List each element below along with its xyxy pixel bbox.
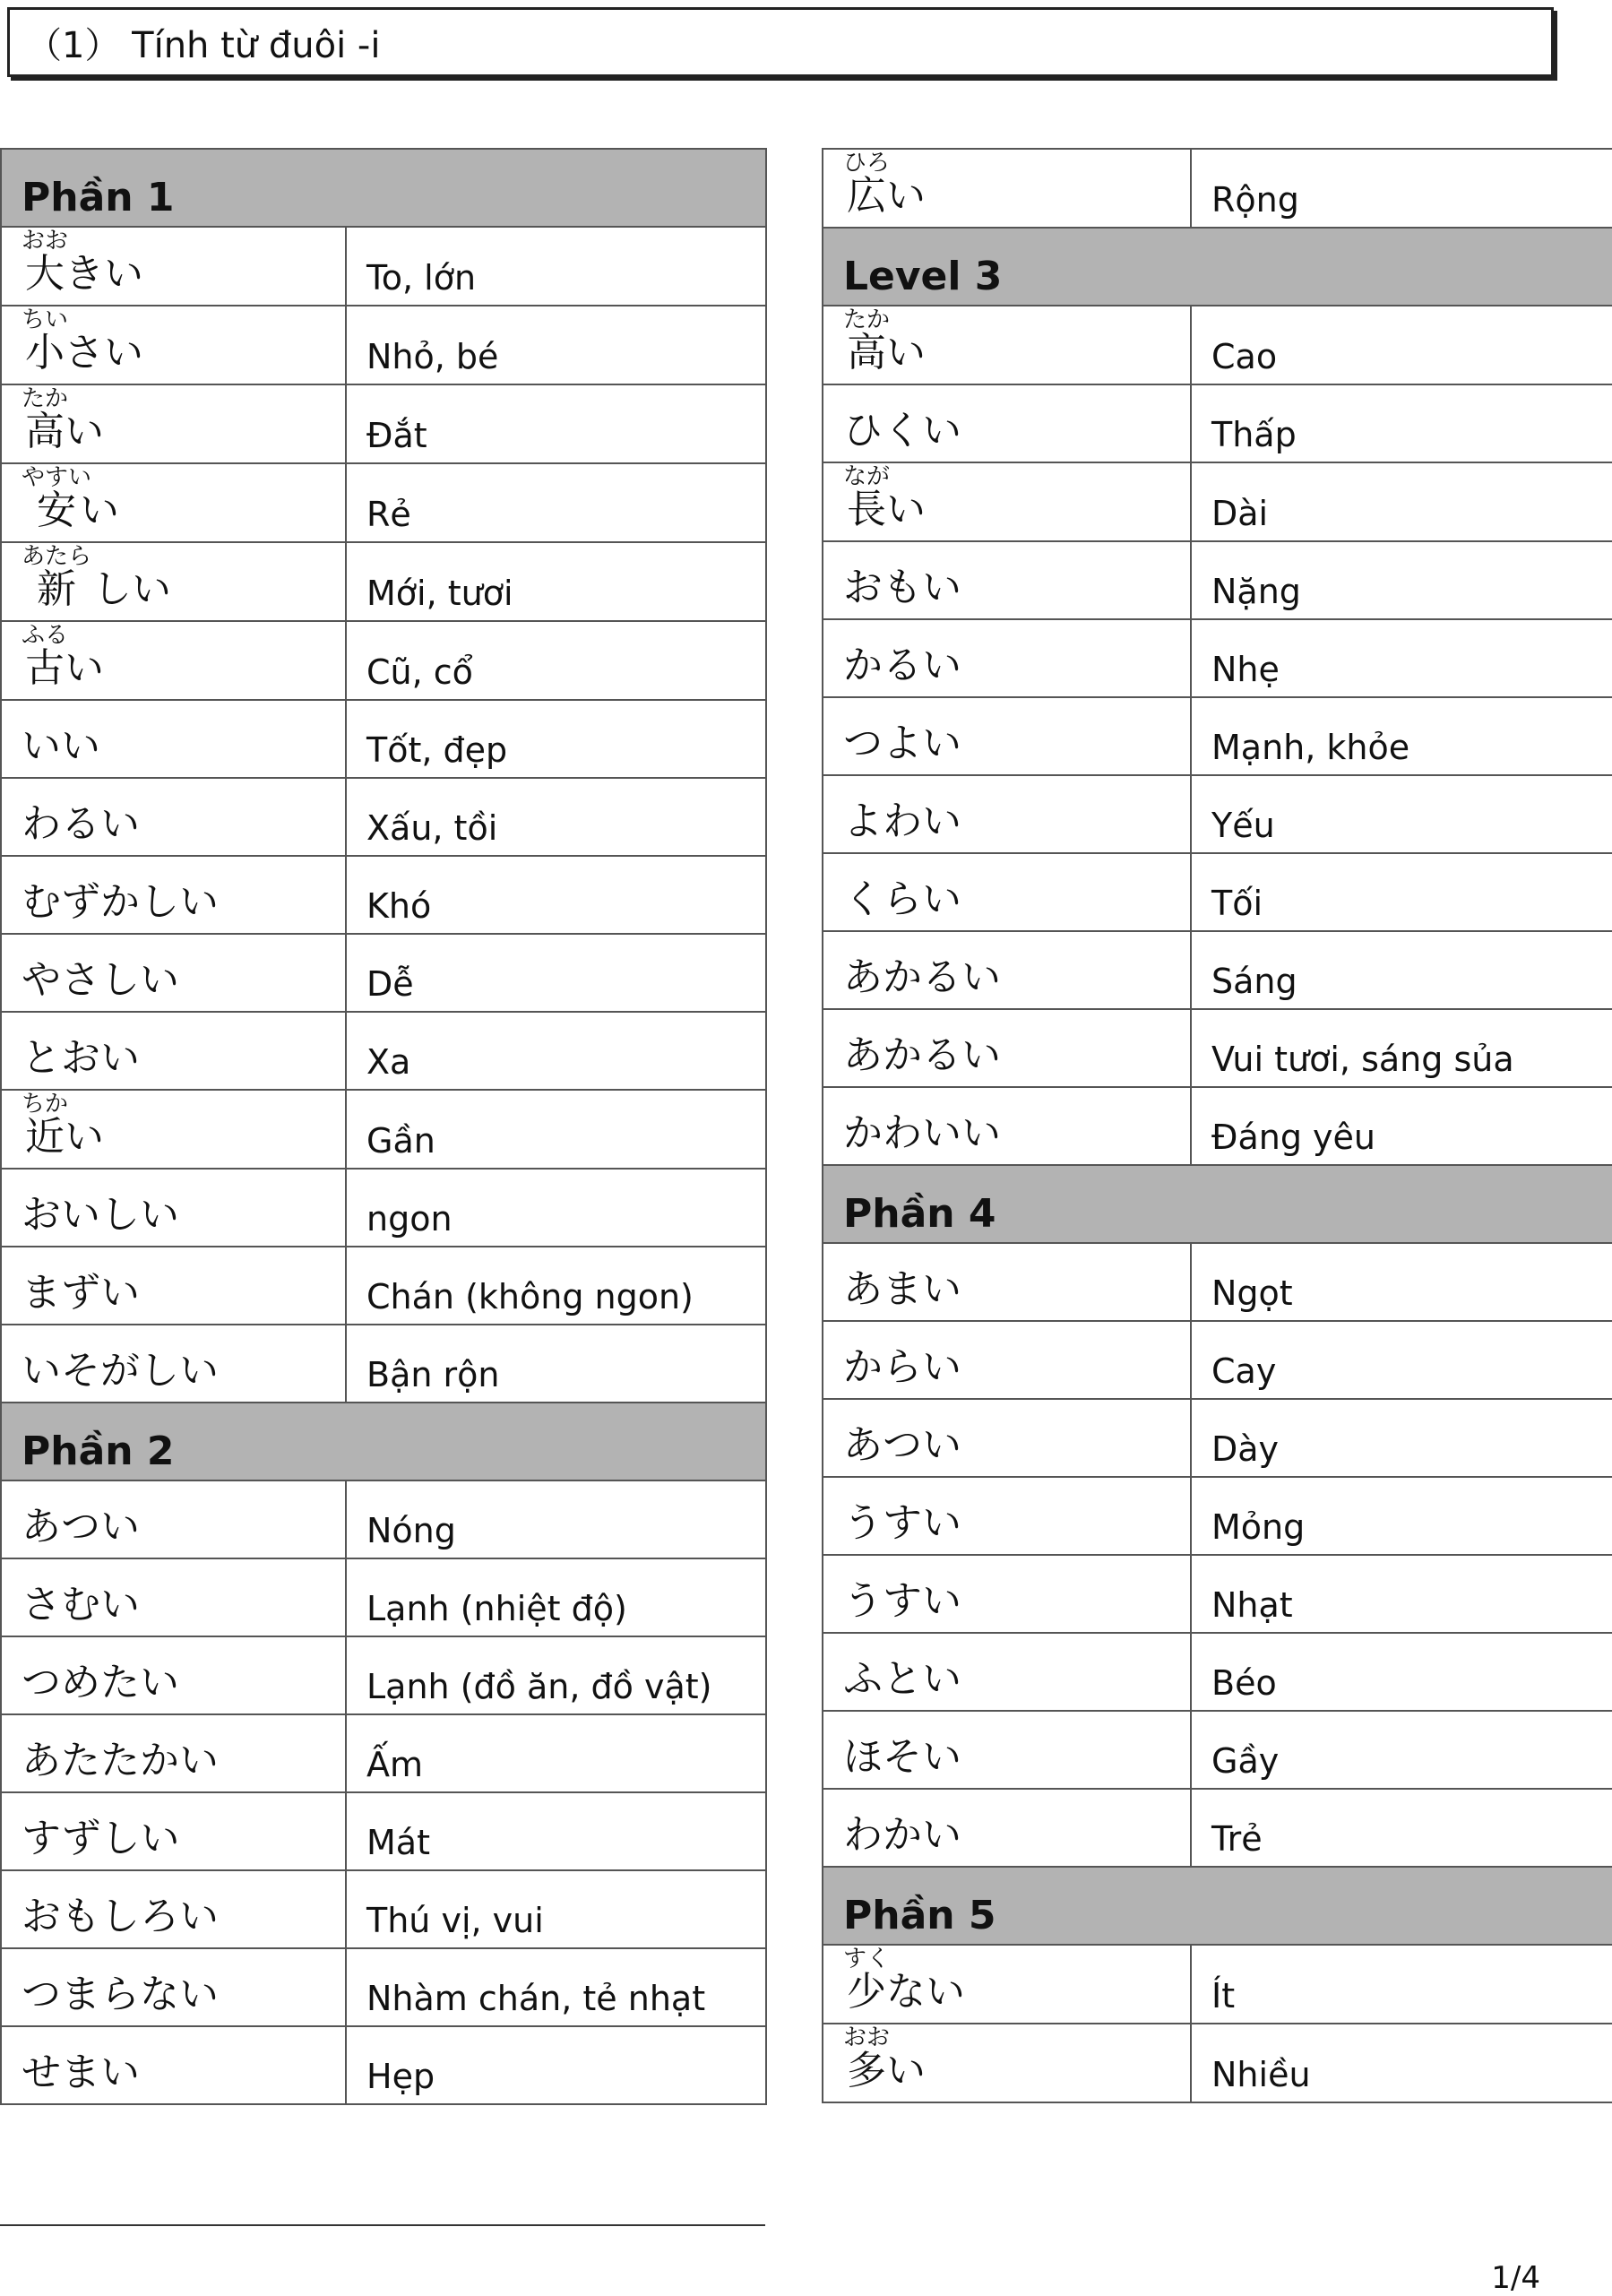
japanese-word: ふとい [823,1633,1191,1711]
vietnamese-meaning: Dễ [346,934,766,1012]
vocab-row [1,1636,766,1714]
vocab-row [823,1009,1612,1087]
vietnamese-meaning: Cay [1191,1321,1612,1399]
footer-divider [0,2224,765,2226]
okurigana: さい [65,330,143,375]
furigana-reading: すく [843,1946,891,1972]
vietnamese-meaning: Lạnh (đồ ăn, đồ vật) [346,1636,766,1714]
kanji-with-furigana [843,463,891,532]
japanese-word: あかるい [823,931,1191,1009]
vietnamese-meaning: Vui tươi, sáng sủa [1191,1009,1612,1087]
japanese-word: からい [823,1321,1191,1399]
vocab-row [823,306,1612,384]
kanji: 少 [843,1969,890,2015]
vietnamese-meaning: Thấp [1191,384,1612,462]
page-number: 1/4 [1491,2260,1540,2296]
vietnamese-meaning: Béo [1191,1633,1612,1711]
vocab-row [1,621,766,700]
kanji: 近 [22,1114,68,1160]
japanese-word [1,306,346,384]
japanese-word: せまい [1,2026,346,2104]
section-header [823,1867,1612,1945]
okurigana: きい [65,251,143,297]
vocab-table-right [822,148,1612,2103]
vietnamese-meaning: Ấm [346,1714,766,1792]
vietnamese-meaning: Đắt [346,384,766,463]
japanese-word: くらい [823,853,1191,931]
japanese-word: わるい [1,778,346,856]
japanese-word: いい [1,700,346,778]
section-header-label: Phần 5 [823,1867,1612,1945]
furigana-reading: おお [843,2024,891,2051]
vocab-row [823,1945,1612,2024]
section-header [823,1165,1612,1243]
vietnamese-meaning: Rẻ [346,463,766,542]
japanese-word [823,306,1191,384]
kanji: 高 [22,409,68,454]
vietnamese-meaning: Mới, tươi [346,542,766,621]
vietnamese-meaning: Thú vị, vui [346,1870,766,1948]
vocab-row [823,2024,1612,2102]
section-title: （1） Tính từ đuôi -i [7,7,1554,77]
japanese-word: さむい [1,1558,346,1636]
vocab-row [1,1480,766,1558]
vocab-row [823,1789,1612,1867]
kanji-with-furigana [22,306,69,375]
furigana-reading: たか [843,306,891,333]
vietnamese-meaning: Cũ, cổ [346,621,766,700]
kanji: 多 [843,2048,890,2093]
japanese-word: うすい [823,1555,1191,1633]
vietnamese-meaning: ngon [346,1169,766,1247]
vocab-row [1,1558,766,1636]
okurigana: い [65,409,104,454]
vietnamese-meaning: Nhẹ [1191,619,1612,697]
section-header [1,1403,766,1480]
vietnamese-meaning: Nhàm chán, tẻ nhạt [346,1948,766,2026]
japanese-word [823,2024,1191,2102]
kanji: 安 [22,488,91,533]
vietnamese-meaning: Nặng [1191,541,1612,619]
furigana-reading: たか [22,385,69,412]
kanji: 高 [843,330,890,375]
okurigana: い [886,173,926,219]
vocab-row [1,1792,766,1870]
furigana-reading: やすい [22,464,92,491]
vocab-row [823,1711,1612,1789]
vietnamese-meaning: Trẻ [1191,1789,1612,1867]
vocab-row [1,1870,766,1948]
vocab-row [823,1243,1612,1321]
vietnamese-meaning: Gần [346,1090,766,1169]
vietnamese-meaning: Mỏng [1191,1477,1612,1555]
vocab-row [1,856,766,934]
furigana-reading: ちか [22,1091,69,1118]
section-header [823,228,1612,306]
vietnamese-meaning: Xấu, tồi [346,778,766,856]
vietnamese-meaning: Cao [1191,306,1612,384]
japanese-word [1,542,346,621]
vocab-row [1,1948,766,2026]
furigana-reading: あたら [22,543,92,570]
vocab-row [1,1714,766,1792]
vocab-row [1,1325,766,1403]
okurigana: い [80,488,119,533]
vocab-row [823,1555,1612,1633]
japanese-word [823,1945,1191,2024]
japanese-word: まずい [1,1247,346,1325]
japanese-word: かるい [823,619,1191,697]
vocab-row [823,1633,1612,1711]
section-header-label: Phần 4 [823,1165,1612,1243]
vocab-row [1,384,766,463]
kanji: 大 [22,251,68,297]
kanji-with-furigana [22,1091,69,1160]
okurigana: い [886,330,926,375]
okurigana: い [886,2048,926,2093]
vietnamese-meaning: Yếu [1191,775,1612,853]
japanese-word: あかるい [823,1009,1191,1087]
okurigana: ない [886,1969,965,2015]
vocab-row [1,2026,766,2104]
vietnamese-meaning: Lạnh (nhiệt độ) [346,1558,766,1636]
kanji-with-furigana [22,543,92,612]
vietnamese-meaning: Xa [346,1012,766,1090]
vocab-row [823,462,1612,541]
japanese-word: とおい [1,1012,346,1090]
japanese-word: うすい [823,1477,1191,1555]
vietnamese-meaning: Nóng [346,1480,766,1558]
japanese-word [1,227,346,306]
section-header-label: Level 3 [823,228,1612,306]
vietnamese-meaning: Tối [1191,853,1612,931]
vocab-row [1,700,766,778]
section-header-label: Phần 2 [1,1403,766,1480]
japanese-word [1,463,346,542]
japanese-word: むずかしい [1,856,346,934]
vietnamese-meaning: Dày [1191,1399,1612,1477]
vocab-row [823,931,1612,1009]
japanese-word: つめたい [1,1636,346,1714]
vocab-row [823,619,1612,697]
vietnamese-meaning: Nhỏ, bé [346,306,766,384]
kanji-with-furigana [843,306,891,375]
furigana-reading: おお [22,228,69,255]
vocab-row [1,1012,766,1090]
japanese-word: いそがしい [1,1325,346,1403]
japanese-word [1,1090,346,1169]
vocab-table-left [0,148,767,2105]
vietnamese-meaning: Đáng yêu [1191,1087,1612,1165]
japanese-word [1,384,346,463]
vietnamese-meaning: Gầy [1191,1711,1612,1789]
vocab-row [1,1247,766,1325]
japanese-word: あまい [823,1243,1191,1321]
kanji-with-furigana [22,385,69,454]
japanese-word: つよい [823,697,1191,775]
furigana-reading: ちい [22,306,69,333]
japanese-word: すずしい [1,1792,346,1870]
vocab-row [1,934,766,1012]
japanese-word [823,149,1191,228]
furigana-reading: ふる [22,622,69,649]
vocab-row [1,227,766,306]
furigana-reading: ひろ [843,150,891,177]
vietnamese-meaning: Ít [1191,1945,1612,2024]
japanese-word [823,462,1191,541]
japanese-word: あつい [823,1399,1191,1477]
japanese-word: あたたかい [1,1714,346,1792]
vietnamese-meaning: Nhiều [1191,2024,1612,2102]
vietnamese-meaning: Dài [1191,462,1612,541]
vocab-row [1,542,766,621]
kanji: 小 [22,330,68,375]
kanji-with-furigana [22,464,92,533]
vietnamese-meaning: Bận rộn [346,1325,766,1403]
furigana-reading: なが [843,463,891,490]
japanese-word: ほそい [823,1711,1191,1789]
vocab-row [823,1477,1612,1555]
vocab-row [1,463,766,542]
vocab-row [823,853,1612,931]
vietnamese-meaning: Hẹp [346,2026,766,2104]
vietnamese-meaning: Rộng [1191,149,1612,228]
kanji: 長 [843,487,890,532]
japanese-word: おもしろい [1,1870,346,1948]
japanese-word: やさしい [1,934,346,1012]
vietnamese-meaning: Mạnh, khỏe [1191,697,1612,775]
kanji-with-furigana [843,1946,891,2015]
japanese-word: つまらない [1,1948,346,2026]
vocab-row [823,775,1612,853]
kanji: 新 [22,566,91,612]
kanji: 古 [22,645,68,691]
japanese-word: おもい [823,541,1191,619]
section-header [1,149,766,227]
vocab-row [1,778,766,856]
vietnamese-meaning: Ngọt [1191,1243,1612,1321]
okurigana: しい [80,566,171,612]
vietnamese-meaning: Mát [346,1792,766,1870]
vocab-row [823,1321,1612,1399]
vietnamese-meaning: To, lớn [346,227,766,306]
kanji-with-furigana [22,228,69,297]
okurigana: い [65,1114,104,1160]
kanji: 広 [843,173,890,219]
okurigana: い [886,487,926,532]
section-header-label: Phần 1 [1,149,766,227]
vietnamese-meaning: Chán (không ngon) [346,1247,766,1325]
vocab-row [1,1169,766,1247]
vietnamese-meaning: Tốt, đẹp [346,700,766,778]
japanese-word: わかい [823,1789,1191,1867]
vietnamese-meaning: Nhạt [1191,1555,1612,1633]
kanji-with-furigana [22,622,69,691]
kanji-with-furigana [843,150,891,219]
vocab-row [1,306,766,384]
okurigana: い [65,645,104,691]
vocab-row [823,149,1612,228]
vietnamese-meaning: Khó [346,856,766,934]
japanese-word: おいしい [1,1169,346,1247]
japanese-word: ひくい [823,384,1191,462]
vocab-row [823,1087,1612,1165]
vietnamese-meaning: Sáng [1191,931,1612,1009]
vocab-row [823,1399,1612,1477]
japanese-word: かわいい [823,1087,1191,1165]
japanese-word: よわい [823,775,1191,853]
kanji-with-furigana [843,2024,891,2093]
japanese-word [1,621,346,700]
vocab-row [823,541,1612,619]
japanese-word: あつい [1,1480,346,1558]
vocab-row [823,697,1612,775]
vocab-row [823,384,1612,462]
vocab-row [1,1090,766,1169]
